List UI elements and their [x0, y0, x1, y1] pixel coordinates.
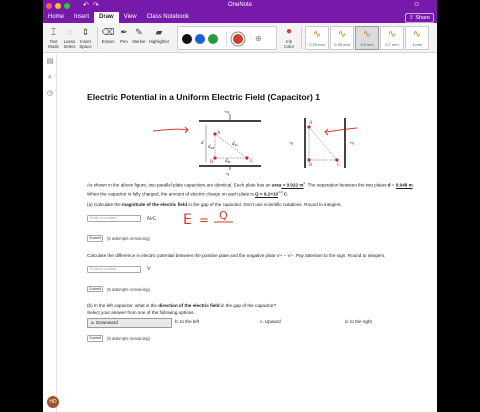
marker-label: Marker	[132, 39, 146, 44]
handwritten-equation-ink	[181, 208, 271, 230]
attempts-a: (5 attempts remaining)	[107, 236, 150, 242]
question-b	[87, 303, 427, 316]
question-a-bold: magnitude of the electric field	[121, 202, 188, 208]
notebooks-icon[interactable]: ▤	[46, 58, 54, 65]
attempts-b: (5 attempts remaining)	[107, 286, 150, 292]
recent-icon[interactable]: ◷	[46, 90, 54, 97]
answer-b-unit: V	[147, 266, 151, 273]
problem-statement	[87, 180, 427, 198]
submit-b-button[interactable]: Submit	[87, 286, 103, 293]
submit-c-button[interactable]: Submit	[87, 335, 103, 342]
question-b-text: (b) In the left capacitor, what is the	[87, 303, 159, 309]
bottom-plate	[199, 165, 261, 167]
title-bar	[43, 0, 437, 12]
answer-a-unit: N/C	[147, 215, 157, 222]
tab-draw[interactable]: Draw	[94, 12, 119, 23]
ribbon-divider	[301, 27, 302, 49]
pen-black[interactable]	[182, 34, 192, 44]
right-point-c: C	[337, 163, 341, 168]
left-point-a: A	[217, 131, 221, 136]
ink-q: Q	[219, 208, 228, 222]
dbc-label: d	[225, 159, 228, 164]
area-exponent: 2	[303, 181, 306, 185]
thickness-label: 0.7 mm	[385, 42, 399, 47]
insert-space-label: Insert Space	[79, 39, 92, 49]
option-upward[interactable]: c. Upward	[260, 318, 281, 324]
thickness-1[interactable]	[405, 26, 429, 50]
lasso-select-icon: ◌	[66, 27, 73, 37]
submit-b-row	[87, 280, 427, 298]
pen-icon: ✒	[120, 27, 128, 37]
highlighter-icon: ▰	[155, 27, 163, 37]
stroke-preview-icon: ∿	[387, 29, 397, 40]
highlighter-button[interactable]	[147, 26, 171, 44]
pen-blue[interactable]	[195, 34, 205, 44]
option-left[interactable]: b. to the left	[175, 318, 200, 324]
pen-gallery-divider	[226, 31, 227, 47]
area-value: = 0.022 m	[281, 182, 304, 188]
ink-equals: =	[199, 212, 210, 227]
svg-text:dAB	[208, 145, 214, 150]
share-label: Share	[415, 15, 430, 21]
undo-icon[interactable]: ↶	[83, 2, 89, 9]
text-mode-label: Text Mode	[48, 39, 59, 49]
option-downward[interactable]: a. Downward	[87, 318, 172, 328]
left-point-b: B	[210, 160, 214, 165]
share-icon: ⇪	[409, 15, 414, 21]
thickness-label: 0.5 mm	[360, 42, 374, 47]
add-pen-icon[interactable]: ⊕	[255, 34, 262, 43]
text-mode-icon: ⌶	[50, 27, 57, 37]
thickness-0-5[interactable]	[355, 26, 379, 50]
option-right[interactable]: d. to the right	[345, 318, 372, 324]
dac-label: d	[232, 142, 235, 147]
left-point-c: C	[250, 159, 254, 164]
d-value: 0.048 m	[395, 182, 413, 188]
dac-subscript: AC	[234, 143, 239, 147]
submit-a-row	[87, 230, 427, 248]
menu-bar	[43, 12, 437, 23]
direction-options	[87, 318, 427, 328]
onenote-window	[43, 0, 437, 412]
tab-insert[interactable]: Insert	[74, 14, 90, 20]
eraser-button[interactable]	[100, 26, 116, 44]
tab-view[interactable]: View	[123, 14, 137, 20]
text-mode-button[interactable]	[46, 26, 61, 49]
thickness-0-25[interactable]	[305, 26, 329, 50]
left-navigation	[43, 54, 57, 412]
ink-color-button[interactable]	[281, 26, 297, 49]
window-title: OneNote	[227, 2, 252, 8]
right-plus-label: +q	[349, 140, 354, 145]
right-point-a: A	[309, 121, 313, 126]
marker-button[interactable]	[131, 26, 147, 44]
pen-green[interactable]	[208, 34, 218, 44]
separation-label: d	[201, 141, 204, 146]
ribbon-divider	[97, 27, 98, 49]
thickness-label: 0.25 mm	[309, 42, 325, 47]
ink-color-icon: ●	[285, 26, 293, 37]
answer-b-input[interactable]: Enter a number	[87, 266, 141, 273]
eraser-label: Eraser	[101, 39, 115, 44]
stroke-preview-icon: ∿	[412, 29, 422, 40]
pen-button[interactable]	[117, 26, 131, 44]
question-a-text: (a) Calculate the	[87, 202, 122, 208]
answer-a-row	[87, 210, 427, 228]
stroke-preview-icon: ∿	[337, 29, 347, 40]
pen-gallery	[177, 26, 277, 50]
d-label: d	[387, 182, 391, 188]
stroke-preview-icon: ∿	[362, 29, 372, 40]
smiley-icon[interactable]: ☺	[413, 1, 421, 8]
question-a-text: in the gap of the capacitor. Don't use scientific notations. Round to integers.	[187, 202, 342, 208]
red-arrow-ink	[153, 127, 357, 135]
dab-subscript: AB	[210, 146, 215, 150]
lasso-select-label: Lasso Select	[63, 39, 76, 49]
capacitor-diagram	[87, 104, 427, 176]
redo-icon[interactable]: ↷	[93, 2, 99, 9]
charge-unit: C	[282, 191, 287, 197]
pen-red[interactable]	[233, 34, 243, 44]
thickness-label: 0.35 mm	[334, 42, 350, 47]
left-plus-label: +q	[224, 109, 229, 114]
right-minus-label: -q	[289, 140, 293, 145]
dbc-subscript: BC	[227, 160, 232, 164]
svg-text:dBC	[225, 159, 232, 164]
charge-exponent: -10	[278, 190, 283, 195]
thickness-0-35[interactable]	[330, 26, 354, 50]
left-plate	[304, 118, 306, 168]
insert-space-button[interactable]	[78, 26, 93, 49]
ink-e: E	[183, 211, 192, 228]
insert-space-icon: ⇕	[81, 27, 90, 37]
dab-label: d	[208, 145, 211, 150]
intro-text: . When the capacitor is fully charged, the amount of electric charge on each plate is	[87, 182, 414, 197]
intro-text: =	[390, 182, 396, 188]
thickness-label: 1 mm	[412, 42, 422, 47]
intro-text: As shown in the above figure, two parallel plate capacitors are identical. Each plate has an	[87, 182, 272, 188]
question-b-bold: direction of the electric field	[158, 303, 220, 309]
submit-c-row	[87, 330, 427, 348]
page-title: Electric Potential in a Uniform Electric Field (Capacitor) 1	[87, 92, 321, 102]
lasso-select-button[interactable]	[62, 26, 77, 49]
tab-home[interactable]: Home	[48, 14, 65, 20]
thickness-0-7[interactable]	[380, 26, 404, 50]
left-minus-label: -q	[225, 171, 229, 176]
share-button[interactable]	[405, 13, 434, 23]
answer-b-row	[87, 260, 427, 278]
question-potential: Calculate the difference in electric potential between the positive plate and the negative plate V+ − V−. Pay attention to the sign. Round to integers.	[87, 252, 386, 258]
question-b-instructions: Select your answer from one of the following options.	[87, 310, 195, 316]
question-b-text: in the gap of the capacitor?	[219, 303, 277, 309]
marker-icon: ✎	[135, 27, 143, 37]
area-label: area	[271, 182, 282, 188]
intro-text: .	[286, 191, 289, 197]
charge-value: Q = 9.2×10	[255, 191, 279, 197]
eraser-icon: ⌫	[101, 27, 115, 37]
right-point-b: B	[309, 163, 313, 168]
search-icon[interactable]: ⌕	[48, 74, 52, 81]
highlighter-label: Highlighter	[148, 39, 170, 44]
draw-ribbon	[43, 23, 437, 53]
ink-color-label: Ink Color	[283, 39, 295, 49]
intro-text: . The separation between the two plates	[305, 182, 388, 188]
attempts-c: (5 attempts remaining)	[107, 335, 150, 341]
stroke-preview-icon: ∿	[312, 29, 322, 40]
answer-a-input[interactable]: Enter a number	[87, 215, 141, 222]
svg-text:dAC	[232, 142, 239, 147]
right-plate	[344, 118, 346, 168]
capacitor-figure	[87, 104, 427, 176]
avatar[interactable]: HD	[47, 396, 59, 408]
tab-class-notebook[interactable]: Class Notebook	[146, 14, 189, 20]
submit-a-button[interactable]: Submit	[87, 235, 103, 242]
pen-label: Pen	[120, 39, 128, 44]
